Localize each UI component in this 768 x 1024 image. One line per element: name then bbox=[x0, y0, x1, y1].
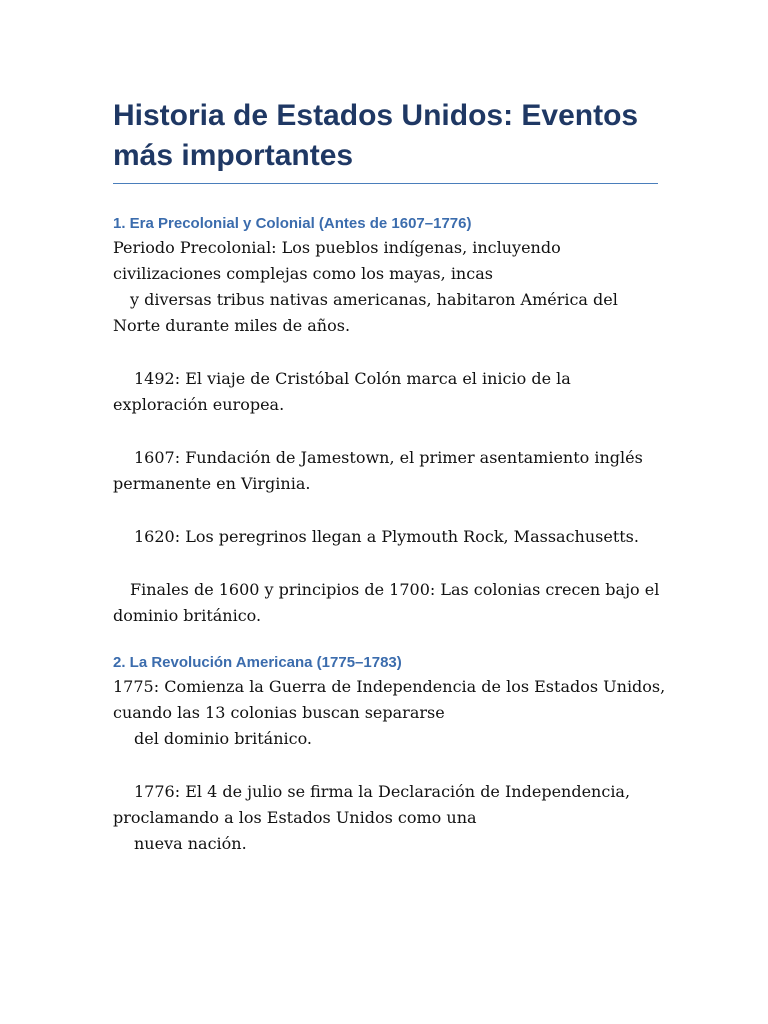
text-line: civilizaciones complejas como los mayas, incas bbox=[113, 264, 493, 283]
section-body bbox=[113, 235, 658, 629]
text-line: cuando las 13 colonias buscan separarse bbox=[113, 703, 445, 722]
text-line: 1776: El 4 de julio se firma la Declaración de Independencia, bbox=[134, 782, 631, 801]
document-title bbox=[113, 96, 658, 184]
title-line: Historia de Estados Unidos: Eventos bbox=[113, 99, 639, 132]
text-line: exploración europea. bbox=[113, 395, 285, 414]
text-line: 1492: El viaje de Cristóbal Colón marca el inicio de la bbox=[134, 369, 571, 388]
text-line: 1607: Fundación de Jamestown, el primer asentamiento inglés bbox=[134, 448, 643, 467]
section-heading: 1. Era Precolonial y Colonial (Antes de 1607–1776) bbox=[113, 215, 472, 232]
text-line: proclamando a los Estados Unidos como una bbox=[113, 808, 477, 827]
text-line: Norte durante miles de años. bbox=[113, 316, 351, 335]
paragraph bbox=[113, 674, 666, 752]
paragraph bbox=[113, 445, 658, 497]
paragraph bbox=[113, 779, 658, 857]
paragraph bbox=[113, 524, 658, 550]
text-line: Periodo Precolonial: Los pueblos indígenas, incluyendo bbox=[113, 238, 561, 257]
paragraph bbox=[113, 235, 658, 339]
text-line: permanente en Virginia. bbox=[113, 474, 311, 493]
document-page bbox=[113, 96, 666, 857]
title-line: más importantes bbox=[113, 139, 354, 172]
section-heading: 2. La Revolución Americana (1775–1783) bbox=[113, 654, 402, 671]
section-body bbox=[113, 674, 666, 857]
text-line: dominio británico. bbox=[113, 606, 262, 625]
text-line: 1620: Los peregrinos llegan a Plymouth Rock, Massachusetts. bbox=[134, 527, 639, 546]
paragraph bbox=[113, 577, 658, 629]
text-line: y diversas tribus nativas americanas, habitaron América del bbox=[130, 290, 618, 309]
text-line: nueva nación. bbox=[134, 834, 247, 853]
text-line: del dominio británico. bbox=[134, 729, 313, 748]
text-line: 1775: Comienza la Guerra de Independencia de los Estados Unidos, bbox=[113, 677, 666, 696]
text-line: Finales de 1600 y principios de 1700: Las colonias crecen bajo el bbox=[130, 580, 660, 599]
paragraph bbox=[113, 366, 658, 418]
